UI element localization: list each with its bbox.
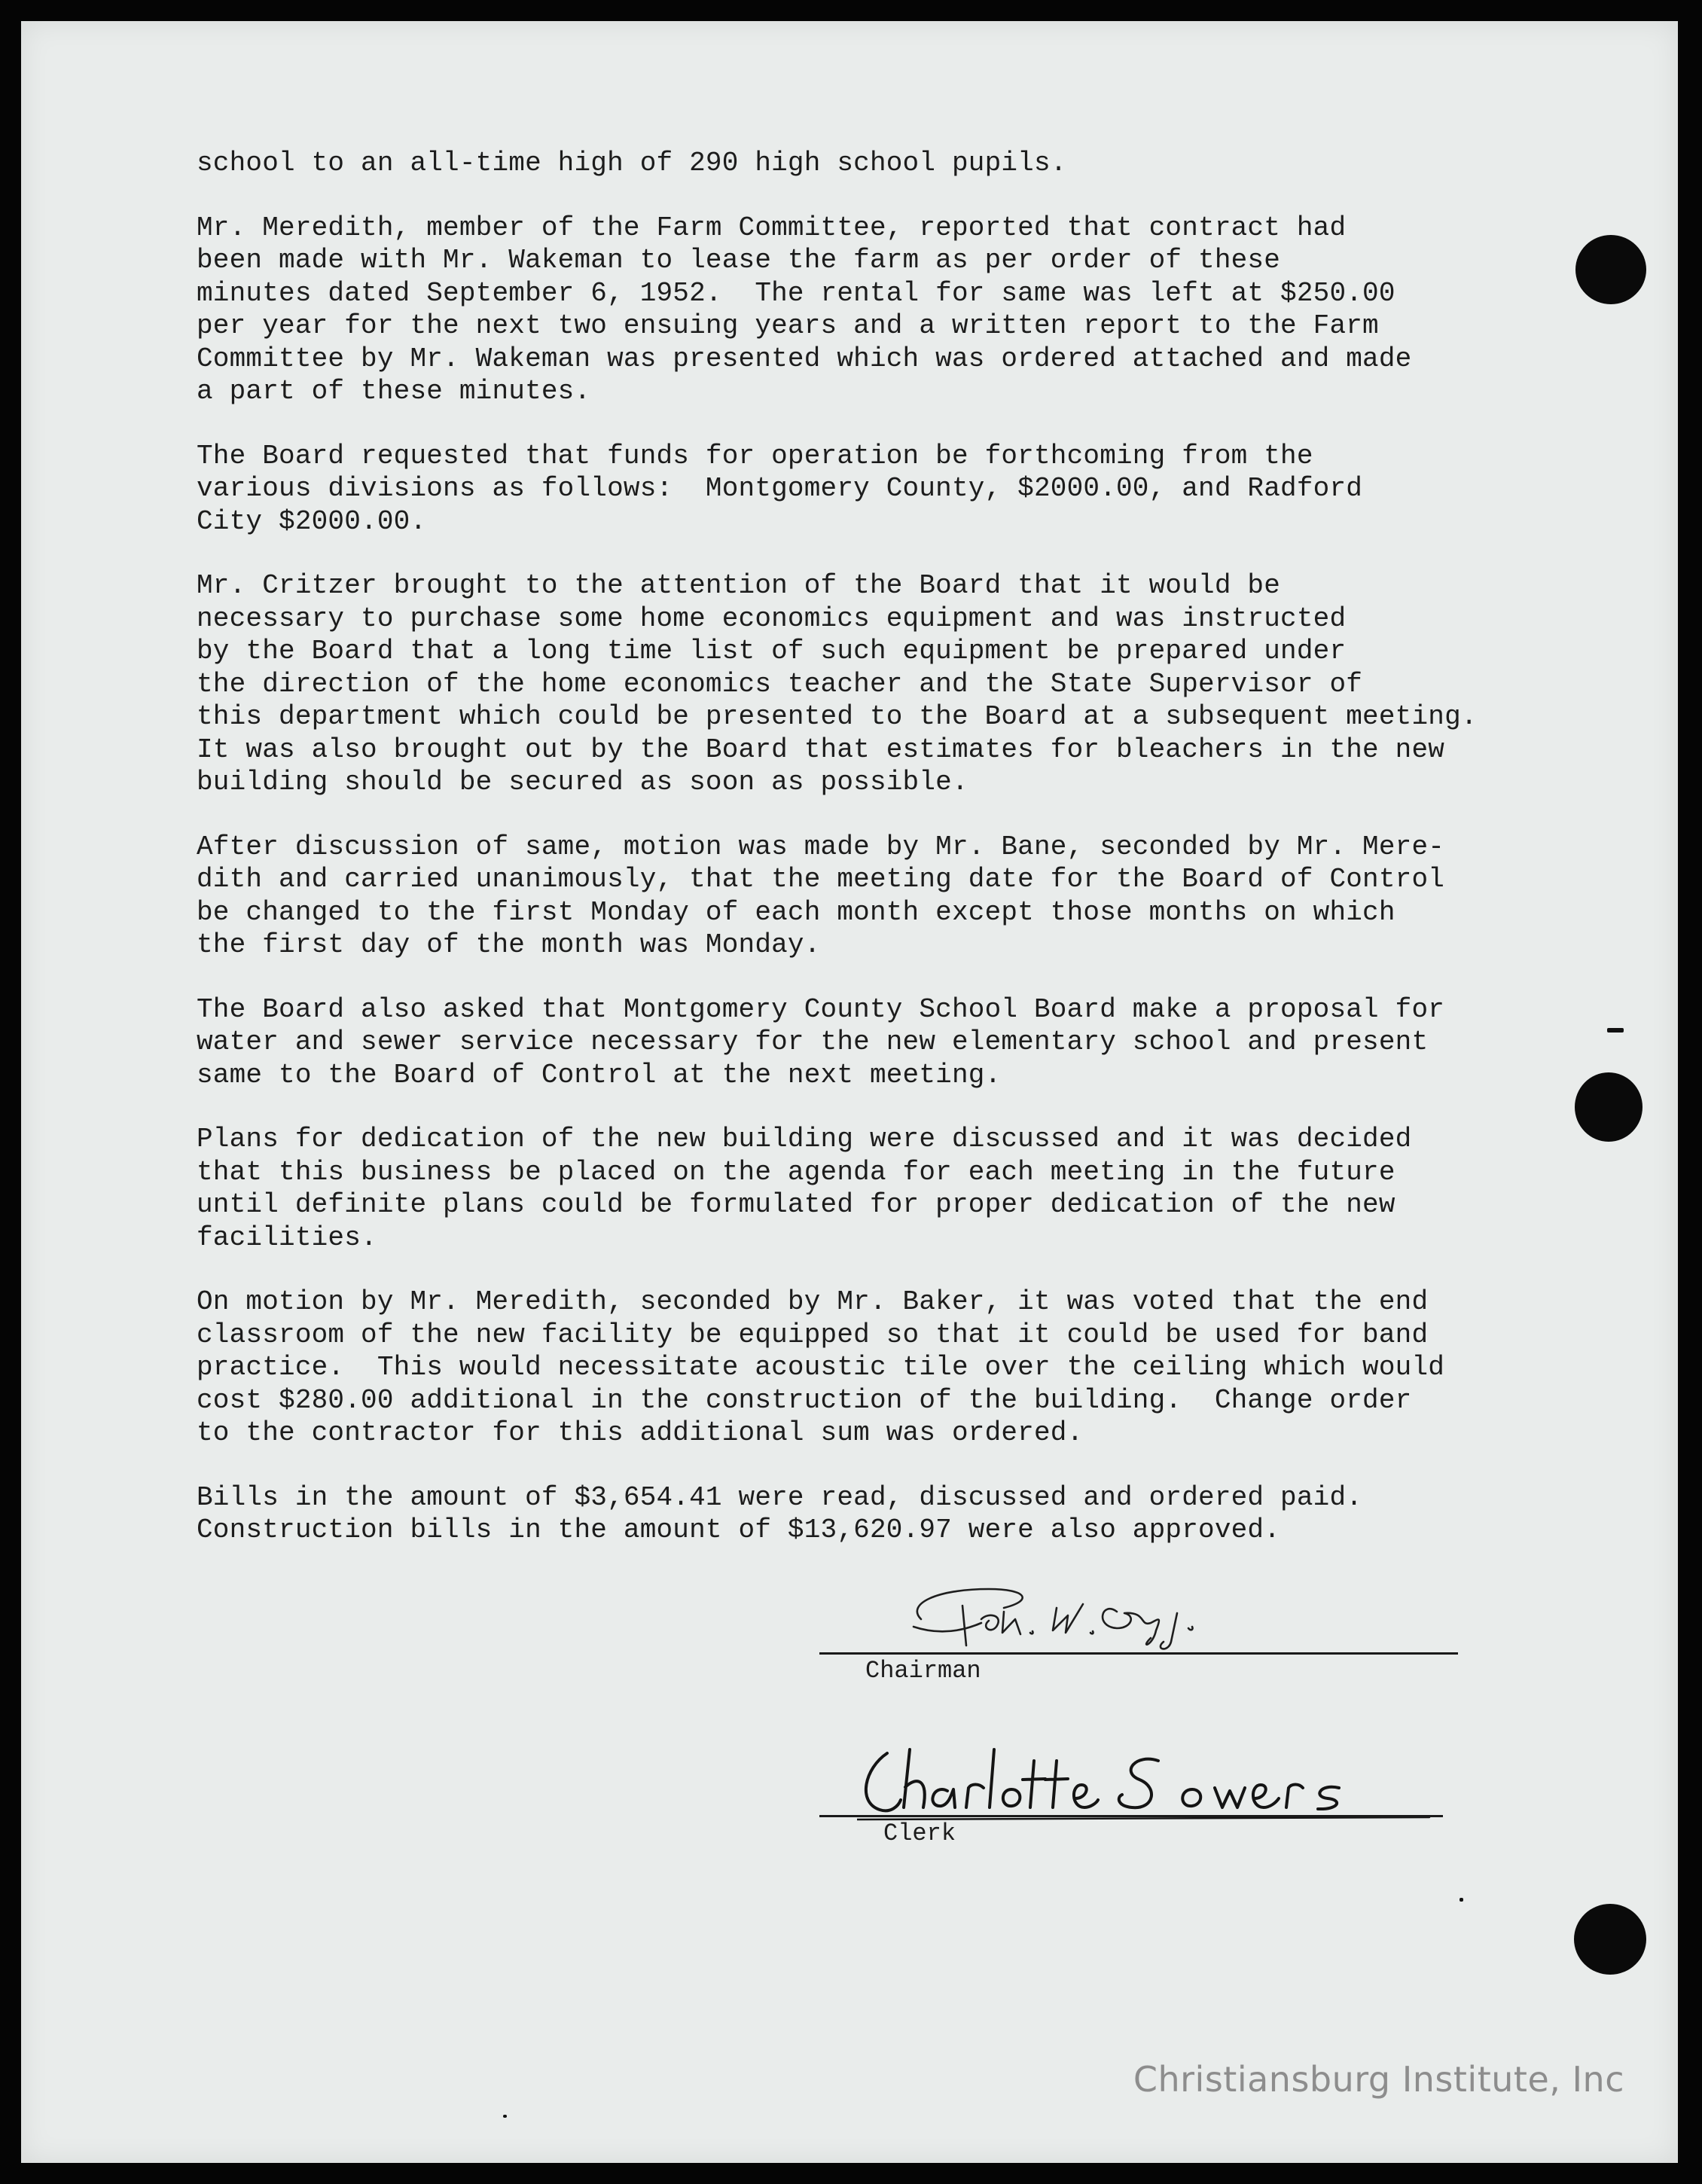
document-page (21, 21, 1678, 2163)
paragraph-dedication: Plans for dedication of the new building were discussed and it was decided that this business be placed on the agenda for each meeting in the future until definite plans could be formulated for proper dedication of the new facilities. (197, 1124, 1412, 1253)
clerk-signature-line (819, 1815, 1443, 1817)
chairman-signature (891, 1574, 1358, 1657)
punch-hole-middle (1575, 1072, 1643, 1142)
speck (1460, 1898, 1463, 1902)
paragraph-enrollment: school to an all-time high of 290 high school pupils. (197, 148, 1067, 178)
paragraph-band-classroom: On motion by Mr. Meredith, seconded by Mr. Baker, it was voted that the end classroom of the new facility be equipped so that it could be used for band practice. This would necessitate acoustic tile over the ceiling which would cost $280.00 additional in the construction of the building. Change order to the contractor for this additional sum was ordered. (197, 1286, 1445, 1448)
chairman-signature-line (819, 1652, 1458, 1655)
document-body (197, 147, 1522, 1579)
punch-hole-bottom (1574, 1904, 1646, 1975)
speck (503, 2115, 507, 2118)
paragraph-meeting-date: After discussion of same, motion was made by Mr. Bane, seconded by Mr. Mere- dith and carried unanimously, that the meeting date for the Board of Control be changed to the first Monday of each month except those months on which the first day of the month was Monday. (197, 831, 1445, 960)
paragraph-home-economics: Mr. Critzer brought to the attention of the Board that it would be necessary to purchase some home economics equipment and was instructed by the Board that a long time list of such equipment be prepared under the direction of the home economics teacher and the State Supervisor of this department which could be presented to the Board at a subsequent meeting. It was also brought out by the Board that estimates for bleachers in the new building should be secured as soon as possible. (197, 570, 1478, 798)
chairman-label: Chairman (865, 1657, 981, 1685)
paragraph-water-sewer: The Board also asked that Montgomery County School Board make a proposal for water and sewer service necessary for the new elementary school and present same to the Board of Control at the next meeting. (197, 993, 1445, 1090)
paragraph-farm-committee: Mr. Meredith, member of the Farm Committee, reported that contract had been made with Mr. Wakeman to lease the farm as per order of these minutes dated September 6, 1952. The rental for same was left at $250.00 per year for the next two ensuing years and a written report to the Farm Committee by Mr. Wakeman was presented which was ordered attached and made a part of these minutes. (197, 212, 1412, 407)
clerk-label: Clerk (883, 1819, 956, 1847)
paragraph-bills: Bills in the amount of $3,654.41 were read, discussed and ordered paid. Construction bills in the amount of $13,620.97 were also approved. (197, 1481, 1363, 1545)
speck (1607, 1028, 1624, 1033)
watermark: Christiansburg Institute, Inc (1133, 2059, 1624, 2100)
paragraph-operation-funds: The Board requested that funds for operation be forthcoming from the various divisions as follows: Montgomery County, $2000.00, and Radford City $2000.00. (197, 440, 1363, 537)
punch-hole-top (1575, 235, 1646, 304)
